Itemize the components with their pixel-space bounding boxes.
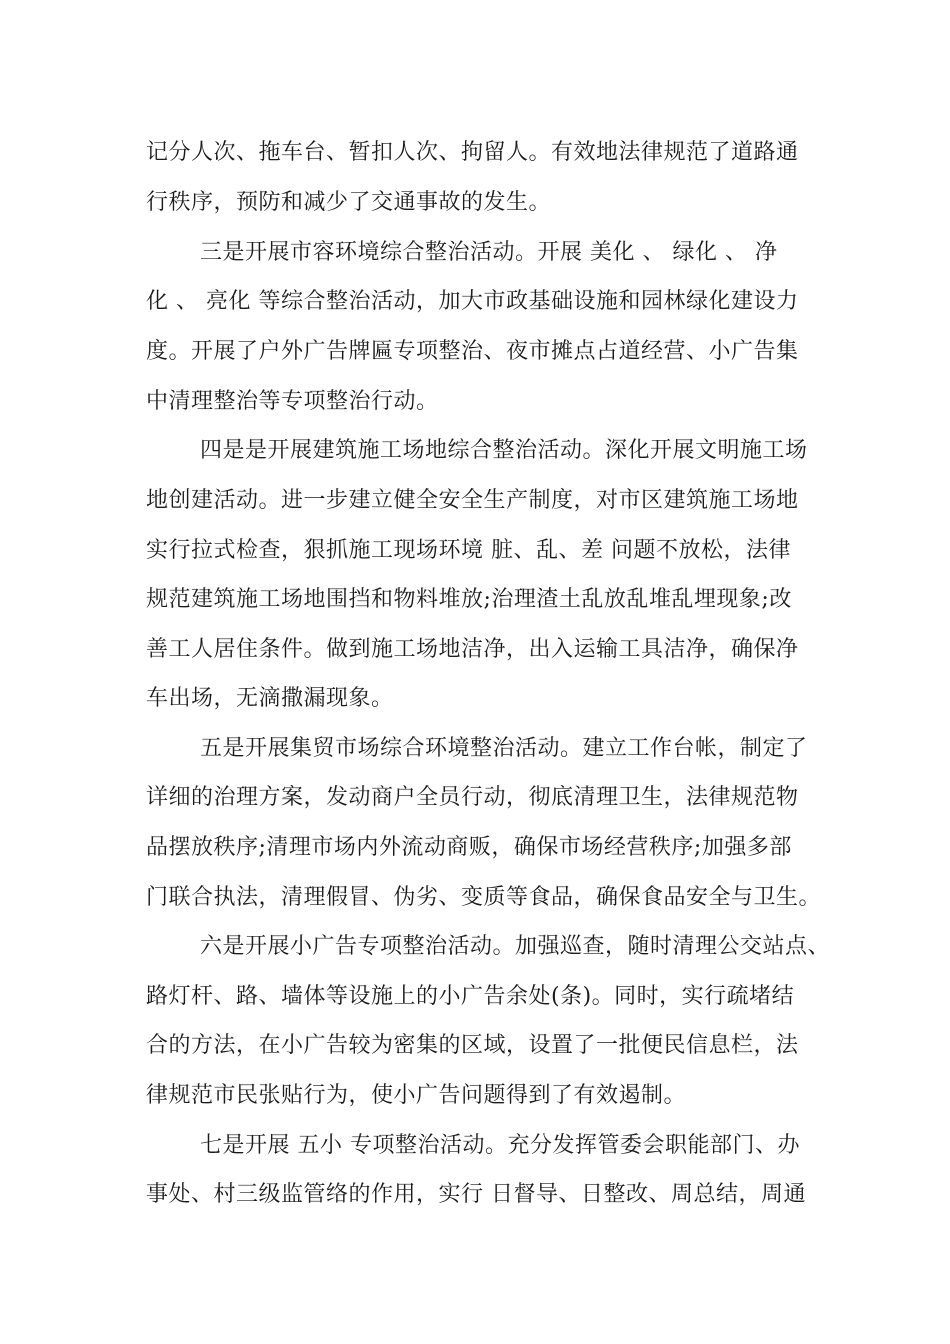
paragraph-first-line: 四是是开展建筑施工场地综合整治活动。深化开展文明施工场 — [200, 438, 808, 463]
text-line: 化 、 亮化 等综合整治活动，加大市政基础设施和园林绿化建设力 — [146, 289, 799, 314]
text-line: 路灯杆、路、墙体等设施上的小广告余处(条)。同时，实行疏堵结 — [146, 984, 795, 1009]
text-line: 地创建活动。进一步建立健全安全生产制度，对市区建筑施工场地 — [146, 488, 799, 513]
text-line: 品摆放秩序;清理市场内外流动商贩，确保市场经营秩序;加强多部 — [146, 835, 792, 860]
text-line: 详细的治理方案，发动商户全员行动，彻底清理卫生，法律规范物 — [146, 785, 799, 810]
text-line: 合的方法，在小广告较为密集的区域，设置了一批便民信息栏，法 — [146, 1033, 799, 1058]
text-line: 度。开展了户外广告牌匾专项整治、夜市摊点占道经营、小广告集 — [146, 339, 799, 364]
text-line: 行秩序，预防和减少了交通事故的发生。 — [146, 190, 552, 215]
text-line: 事处、村三级监管络的作用，实行 日督导、日整改、周总结，周通 — [146, 1182, 806, 1207]
paragraph-first-line: 七是开展 五小 专项整治活动。充分发挥管委会职能部门、办 — [200, 1133, 800, 1158]
text-line: 实行拉式检查，狠抓施工现场环境 脏、乱、差 问题不放松，法律 — [146, 538, 791, 563]
text-line: 记分人次、拖车台、暂扣人次、拘留人。有效地法律规范了道路通 — [146, 140, 799, 165]
paragraph-first-line: 五是开展集贸市场综合环境整治活动。建立工作台帐，制定了 — [200, 736, 808, 761]
text-line: 规范建筑施工场地围挡和物料堆放;治理渣土乱放乱堆乱埋现象;改 — [146, 587, 792, 612]
paragraph-first-line: 六是开展小广告专项整治活动。加强巡查，随时清理公交站点、 — [200, 934, 831, 959]
paragraph-first-line: 三是开展市容环境综合整治活动。开展 美化 、 绿化 、 净 — [200, 240, 778, 265]
text-line: 中清理整治等专项整治行动。 — [146, 389, 439, 414]
text-line: 车出场，无滴撒漏现象。 — [146, 686, 394, 711]
text-line: 善工人居住条件。做到施工场地洁净，出入运输工具洁净，确保净 — [146, 637, 799, 662]
text-line: 律规范市民张贴行为，使小广告问题得到了有效遏制。 — [146, 1083, 687, 1108]
text-line: 门联合执法，清理假冒、伪劣、变质等食品，确保食品安全与卫生。 — [146, 885, 822, 910]
